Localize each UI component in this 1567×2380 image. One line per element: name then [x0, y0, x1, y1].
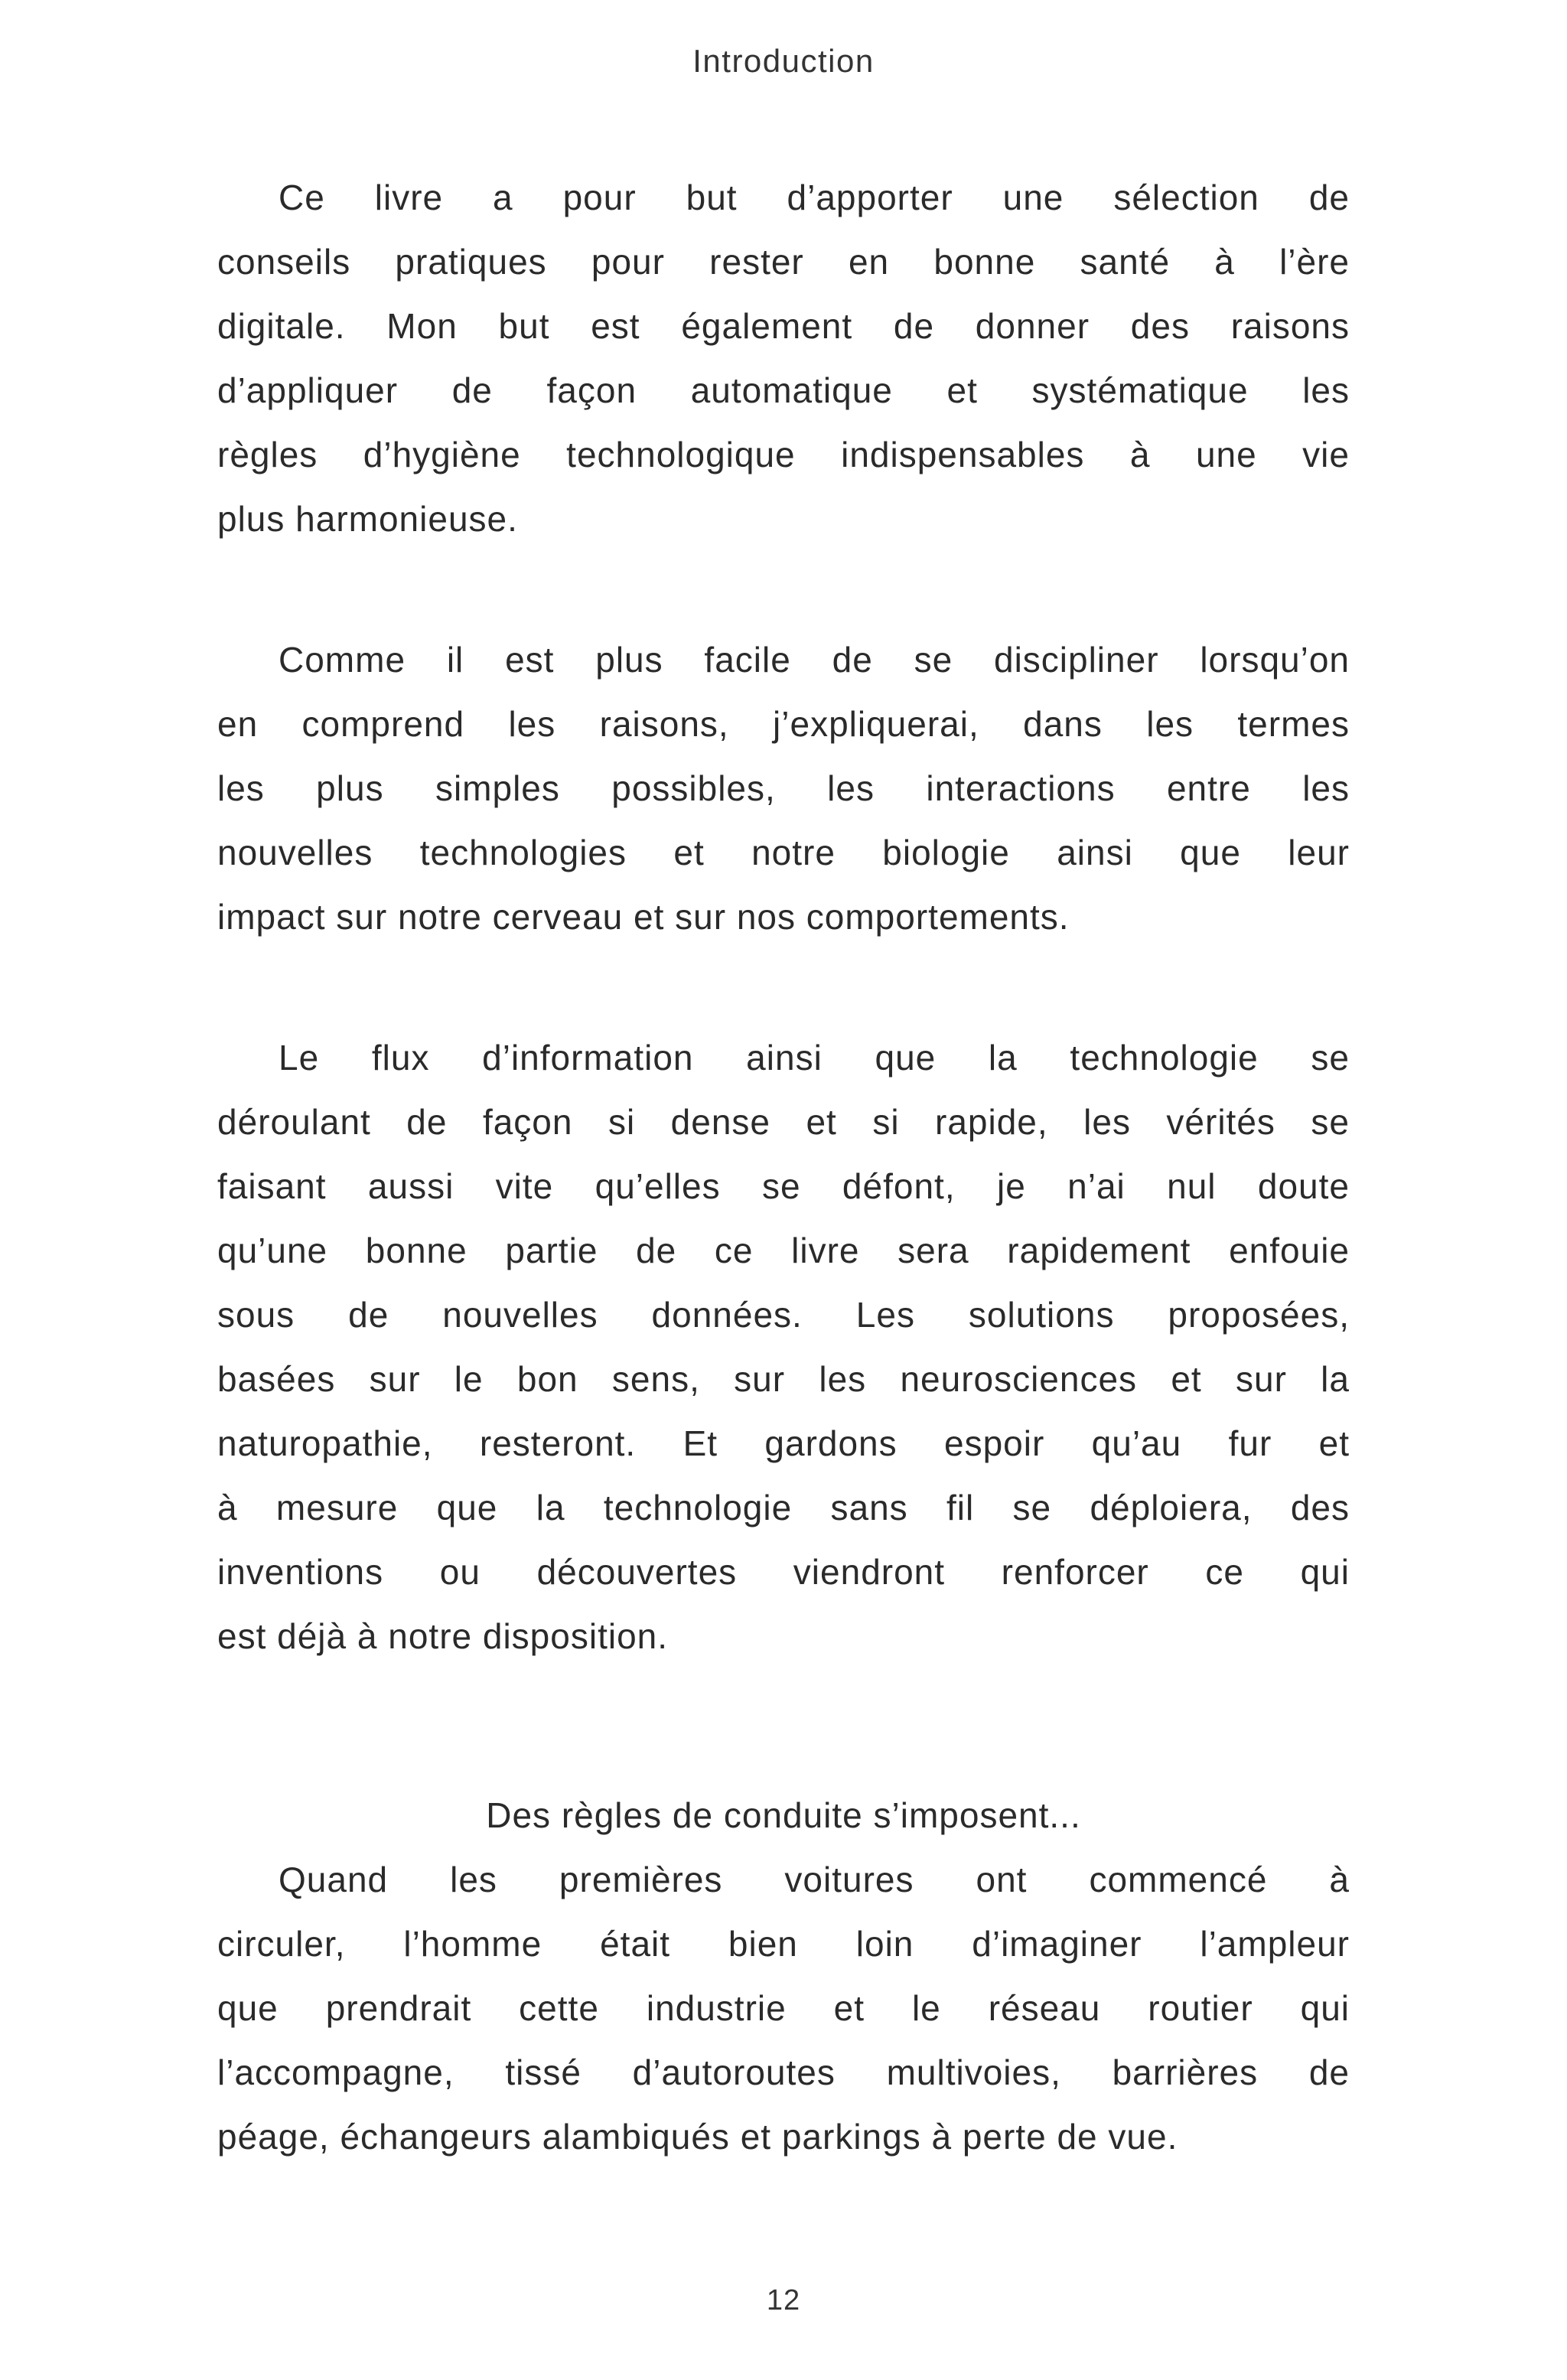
- paragraph: [217, 1847, 1350, 2169]
- paragraph: [217, 1025, 1350, 1668]
- text-line: Comme il est plus facile de se discipliner lorsqu’on: [279, 640, 1350, 680]
- text-line: digitale. Mon but est également de donner des raisons: [217, 306, 1350, 346]
- text-line: est déjà à notre disposition.: [217, 1616, 669, 1656]
- text-line: sous de nouvelles données. Les solutions proposées,: [217, 1295, 1350, 1335]
- text-line: Des règles de conduite s’imposent...: [486, 1795, 1081, 1835]
- text-line: Ce livre a pour but d’apporter une sélection de: [279, 178, 1350, 217]
- text-line: impact sur notre cerveau et sur nos comportements.: [217, 897, 1070, 937]
- paragraph: [217, 628, 1350, 949]
- text-line: les plus simples possibles, les interactions entre les: [217, 768, 1350, 808]
- text-line: conseils pratiques pour rester en bonne santé à l’ère: [217, 242, 1350, 282]
- text-line: plus harmonieuse.: [217, 499, 518, 539]
- text-line: à mesure que la technologie sans fil se déploiera, des: [217, 1488, 1350, 1527]
- text-line: règles d’hygiène technologique indispensables à une vie: [217, 435, 1350, 474]
- text-line: déroulant de façon si dense et si rapide, les vérités se: [217, 1102, 1350, 1142]
- text-line: péage, échangeurs alambiqués et parkings à perte de vue.: [217, 2117, 1178, 2157]
- text-line: inventions ou découvertes viendront renforcer ce qui: [217, 1552, 1350, 1592]
- text-line: que prendrait cette industrie et le réseau routier qui: [217, 1988, 1350, 2028]
- body-text: [217, 165, 1350, 2169]
- running-header: Introduction: [692, 43, 875, 79]
- text-line: naturopathie, resteront. Et gardons espoir qu’au fur et: [217, 1423, 1350, 1463]
- page-number: 12: [766, 2284, 801, 2316]
- text-line: Le flux d’information ainsi que la technologie se: [279, 1038, 1350, 1078]
- text-line: Quand les premières voitures ont commencé à: [279, 1860, 1350, 1899]
- text-line: d’appliquer de façon automatique et systématique les: [217, 370, 1350, 410]
- text-line: nouvelles technologies et notre biologie ainsi que leur: [217, 833, 1350, 872]
- section-heading: [217, 1783, 1350, 1847]
- text-line: faisant aussi vite qu’elles se défont, je n’ai nul doute: [217, 1166, 1350, 1206]
- text-line: circuler, l’homme était bien loin d’imaginer l’ampleur: [217, 1924, 1350, 1964]
- text-line: basées sur le bon sens, sur les neurosciences et sur la: [217, 1359, 1350, 1399]
- text-line: l’accompagne, tissé d’autoroutes multivoies, barrières de: [217, 2052, 1350, 2092]
- text-line: qu’une bonne partie de ce livre sera rapidement enfouie: [217, 1231, 1350, 1270]
- paragraph: [217, 165, 1350, 551]
- text-line: en comprend les raisons, j’expliquerai, dans les termes: [217, 704, 1350, 744]
